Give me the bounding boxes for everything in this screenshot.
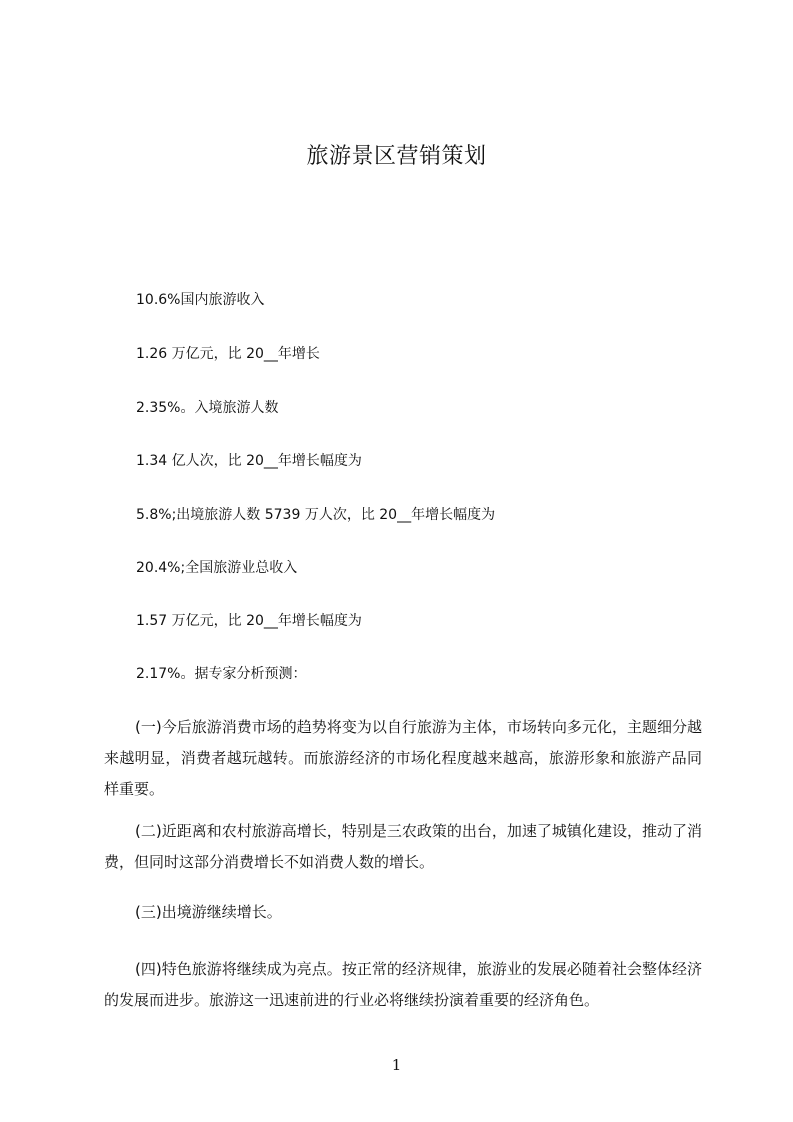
stat-line-4: 1.34 亿人次，比 20__年增长幅度为	[136, 453, 362, 469]
stat-line-2: 1.26 万亿元，比 20__年增长	[136, 346, 320, 362]
stat-line-6: 20.4%;全国旅游业总收入	[136, 560, 298, 576]
stat-line-7: 1.57 万亿元，比 20__年增长幅度为	[136, 613, 362, 629]
page-number: 1	[391, 1056, 402, 1074]
paragraph-4: (四)特色旅游将继续成为亮点。按正常的经济规律，旅游业的发展必随着社会整体经济的发展而进步。旅游这一迅速前进的行业必将继续扮演着重要的经济角色。	[104, 960, 702, 1009]
stat-line-1: 10.6%国内旅游收入	[136, 292, 265, 308]
paragraph-3: (三)出境游继续增长。	[135, 903, 282, 921]
stat-line-3: 2.35%。入境旅游人数	[136, 400, 279, 416]
paragraph-1: (一)今后旅游消费市场的趋势将变为以自行旅游为主体，市场转向多元化，主题细分越来越明显，消费者越玩越转。而旅游经济的市场化程度越来越高，旅游形象和旅游产品同样重要。	[104, 718, 702, 798]
paragraph-2: (二)近距离和农村旅游高增长，特别是三农政策的出台，加速了城镇化建设，推动了消费，但同时这部分消费增长不如消费人数的增长。	[104, 822, 702, 871]
stat-line-5: 5.8%;出境旅游人数 5739 万人次，比 20__年增长幅度为	[136, 507, 496, 523]
document-title: 旅游景区营销策划	[306, 144, 487, 169]
stat-line-8: 2.17%。据专家分析预测：	[136, 666, 307, 682]
